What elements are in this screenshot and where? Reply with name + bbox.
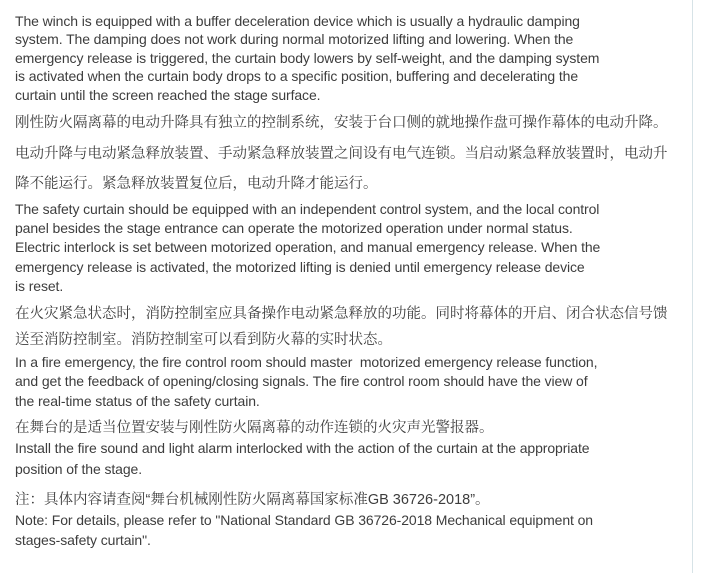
text-line: emergency release is triggered, the curtain body lowers by self-weight, and the damping system — [15, 49, 600, 66]
text-line: 电动升降与电动紧急释放装置、手动紧急释放装置之间设有电气连锁。当启动紧急释放装置时，电动升 — [15, 145, 668, 162]
text-line: 降不能运行。紧急释放装置复位后，电动升降才能运行。 — [15, 176, 378, 193]
document-body — [15, 12, 694, 551]
text-line: 在舞台的是适当位置安装与刚性防火隔离幕的动作连锁的火灾声光警报器。 — [15, 419, 494, 436]
text-line: and get the feedback of opening/closing signals. The fire control room should have the view of — [15, 373, 588, 390]
curtain-control-en-paragraph — [15, 200, 694, 297]
text-line: stages-safety curtain". — [15, 532, 151, 549]
fire-control-zh-paragraph — [15, 301, 694, 353]
winch-damping-paragraph — [15, 12, 694, 104]
text-line: is activated when the curtain body drops to a specific position, buffering and decelerating the — [15, 68, 579, 85]
curtain-lift-control-zh-paragraph — [15, 108, 694, 200]
text-line: is reset. — [15, 278, 64, 295]
text-line: 注：具体内容请查阅“舞台机械刚性防火隔离幕国家标准GB 36726-2018”。 — [15, 491, 490, 508]
text-line: The safety curtain should be equipped with an independent control system, and the local control — [15, 200, 600, 217]
text-line: Note: For details, please refer to "National Standard GB 36726-2018 Mechanical equipment on — [15, 512, 593, 529]
text-line: Electric interlock is set between motorized operation, and manual emergency release. When the — [15, 239, 601, 256]
note-paragraph — [15, 490, 694, 551]
text-line: 在火灾紧急状态时，消防控制室应具备操作电动紧急释放的功能。同时将幕体的开启、闭合状态信号馈 — [15, 305, 668, 322]
text-line: Install the fire sound and light alarm interlocked with the action of the curtain at the appropriate — [15, 440, 590, 457]
text-line: 刚性防火隔离幕的电动升降具有独立的控制系统，安装于台口侧的就地操作盘可操作幕体的电动升降。 — [15, 115, 668, 132]
text-line: curtain until the screen reached the stage surface. — [15, 86, 321, 103]
text-line: emergency release is activated, the motorized lifting is denied until emergency release device — [15, 258, 585, 275]
page-edge-divider — [692, 0, 693, 573]
text-line: system. The damping does not work during normal motorized lifting and lowering. When the — [15, 31, 574, 48]
text-line: panel besides the stage entrance can operate the motorized operation under normal status. — [15, 219, 573, 236]
text-line: The winch is equipped with a buffer deceleration device which is usually a hydraulic damping — [15, 13, 580, 29]
text-line: position of the stage. — [15, 460, 142, 477]
text-line: In a fire emergency, the fire control room should master motorized emergency release function, — [15, 353, 598, 370]
text-line: the real-time status of the safety curtain. — [15, 393, 260, 410]
text-line: 送至消防控制室。消防控制室可以看到防火幕的实时状态。 — [15, 331, 392, 348]
alarm-paragraph — [15, 418, 694, 479]
fire-control-en-paragraph — [15, 353, 694, 412]
